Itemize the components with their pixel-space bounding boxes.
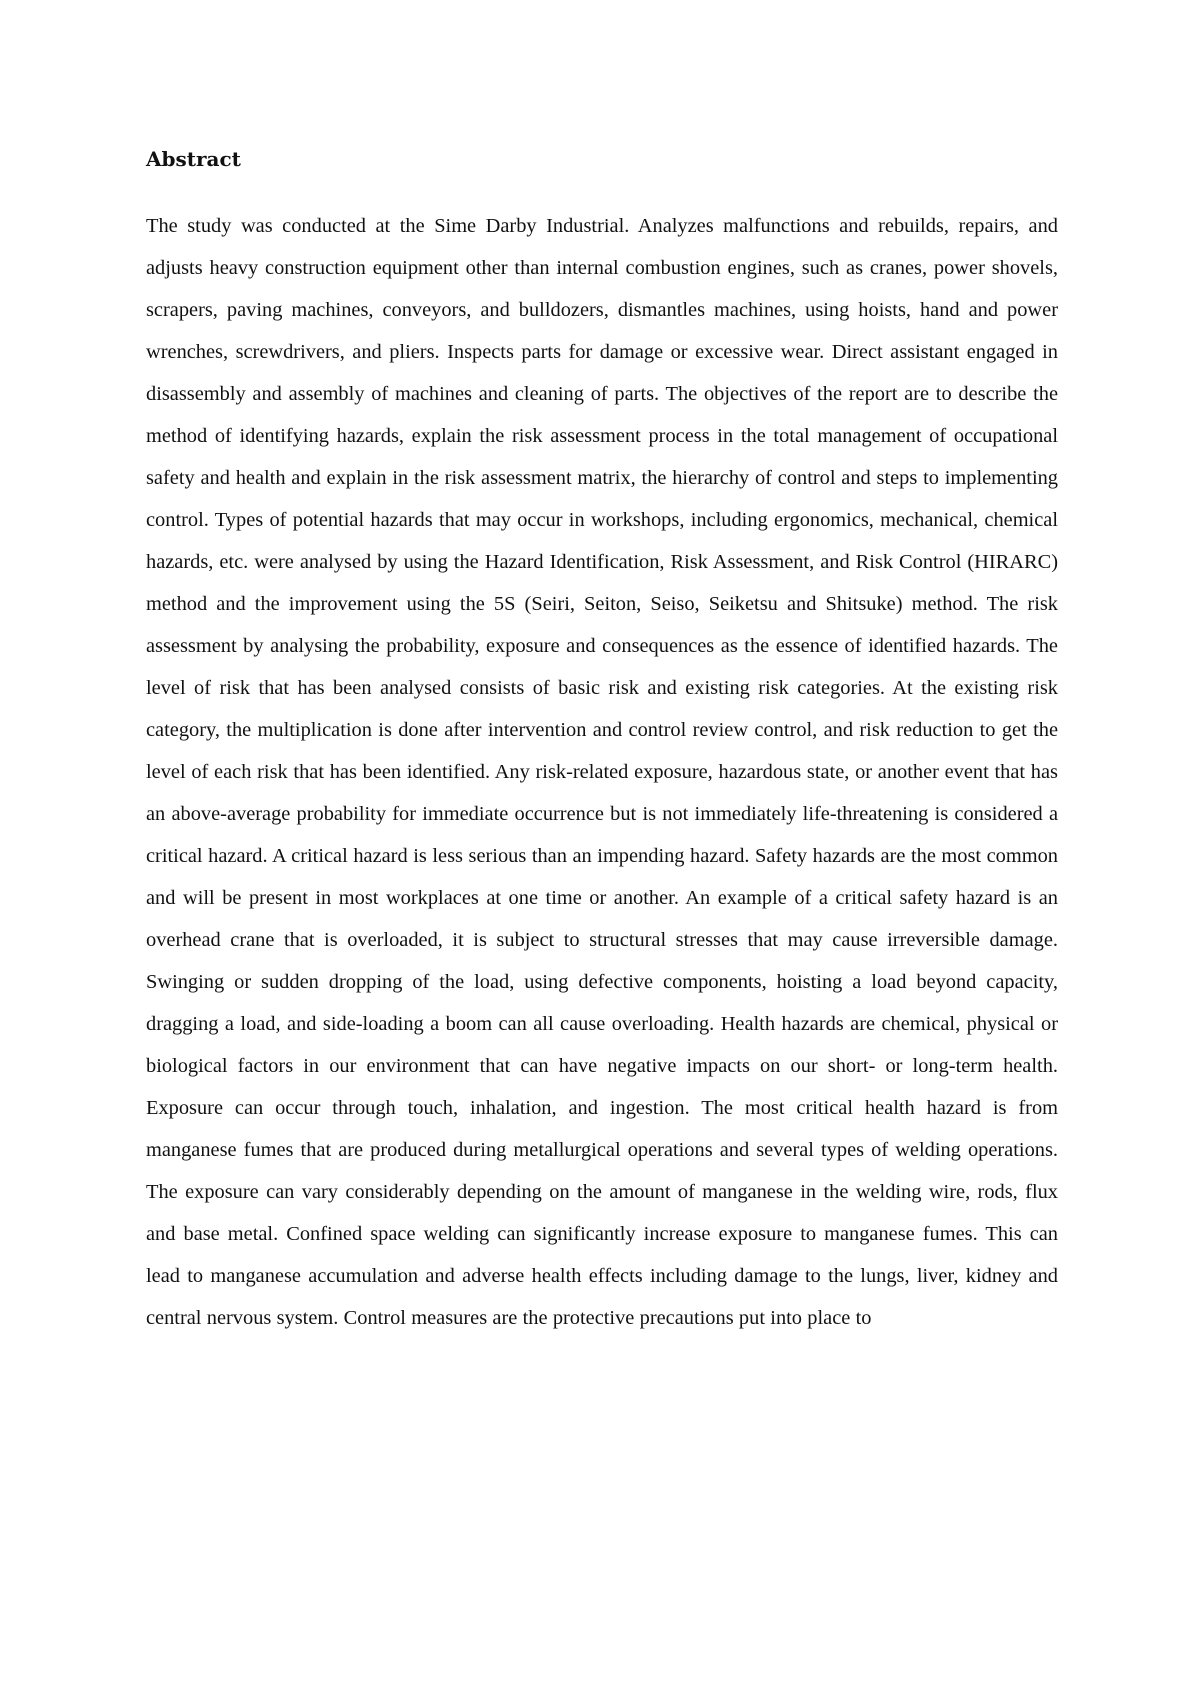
abstract-heading: Abstract (146, 147, 241, 171)
abstract-body-text: The study was conducted at the Sime Darby Industrial. Analyzes malfunctions and rebuilds, repairs, and adjusts heavy construction equipment other than internal combustion engines, such as cranes, power shovels, scrapers, paving machines, conveyors, and bulldozers, dismantles machines, using hoists, hand and power wrenches, screwdrivers, and pliers. Inspects parts for damage or excessive wear. Direct assistant engaged in disassembly and assembly of machines and cleaning of parts. The objectives of the report are to describe the method of identifying hazards, explain the risk assessment process in the total management of occupational safety and health and explain in the risk assessment matrix, the hierarchy of control and steps to implementing control. Types of potential hazards that may occur in workshops, including ergonomics, mechanical, chemical hazards, etc. were analysed by using the Hazard Identification, Risk Assessment, and Risk Control (HIRARC) method and the improvement using the 5S (Seiri, Seiton, Seiso, Seiketsu and Shitsuke) method. The risk assessment by analysing the probability, exposure and consequences as the essence of identified hazards. The level of risk that has been analysed consists of basic risk and existing risk categories. At the existing risk category, the multiplication is done after intervention and control review control, and risk reduction to get the level of each risk that has been identified. Any risk-related exposure, hazardous state, or another event that has an above-average probability for immediate occurrence but is not immediately life-threatening is considered a critical hazard. A critical hazard is less serious than an impending hazard. Safety hazards are the most common and will be present in most workplaces at one time or another. An example of a critical safety hazard is an overhead crane that is overloaded, it is subject to structural stresses that may cause irreversible damage. Swinging or sudden dropping of the load, using defective components, hoisting a load beyond capacity, dragging a load, and side-loading a boom can all cause overloading. Health hazards are chemical, physical or biological factors in our environment that can have negative impacts on our short- or long-term health. Exposure can occur through touch, inhalation, and ingestion. The most critical health hazard is from manganese fumes that are produced during metallurgical operations and several types of welding operations. The exposure can vary considerably depending on the amount of manganese in the welding wire, rods, flux and base metal. Confined space welding can significantly increase exposure to manganese fumes. This can lead to manganese accumulation and adverse health effects including damage to the lungs, liver, kidney and central nervous system. Control measures are the protective precautions put into place to (146, 215, 1058, 1329)
